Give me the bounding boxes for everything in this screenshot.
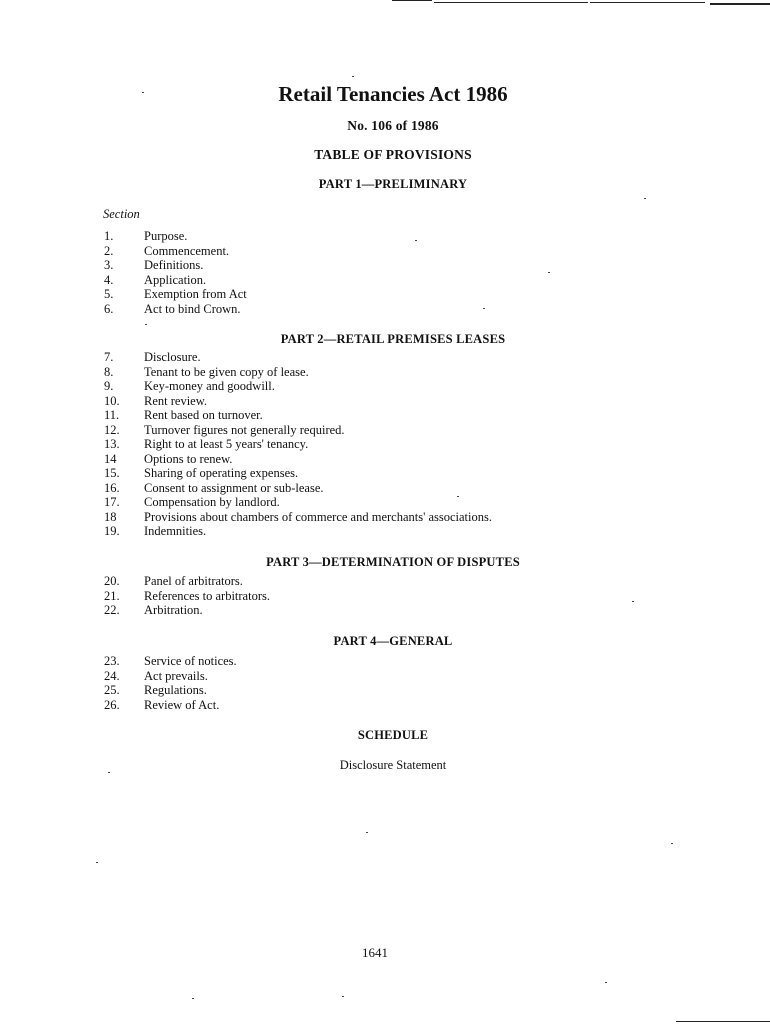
- part-1-list: [104, 229, 247, 316]
- list-item: 10. Rent review.: [104, 393, 208, 408]
- scan-speck: [96, 862, 98, 863]
- scan-speck: [548, 272, 550, 273]
- top-rule-left: [392, 0, 432, 1]
- scan-speck: [142, 92, 144, 93]
- part-4-heading: PART 4—GENERAL: [333, 634, 453, 648]
- list-item: 7. Disclosure.: [104, 350, 201, 364]
- scan-speck: [342, 996, 344, 997]
- schedule-item: Disclosure Statement: [339, 758, 447, 772]
- top-rule-middle: [434, 2, 588, 3]
- table-of-provisions-heading: TABLE OF PROVISIONS: [314, 147, 472, 162]
- list-item: 19. Indemnities.: [104, 524, 207, 538]
- list-item: 11. Rent based on turnover.: [104, 408, 263, 422]
- part-3-heading: PART 3—DETERMINATION OF DISPUTES: [266, 555, 520, 569]
- scan-speck: [192, 998, 194, 999]
- act-title: Retail Tenancies Act 1986: [278, 82, 508, 106]
- list-item: 2. Commencement.: [104, 243, 230, 258]
- scan-speck: [671, 843, 673, 844]
- list-item: 16. Consent to assignment or sub-lease.: [104, 480, 324, 495]
- top-rule-right: [590, 2, 705, 3]
- list-item: 12. Turnover figures not generally required.: [104, 422, 345, 437]
- scan-speck: [483, 308, 485, 309]
- part-2-heading: PART 2—RETAIL PREMISES LEASES: [280, 332, 506, 346]
- page-number: 1641: [362, 945, 388, 960]
- list-item: 20. Panel of arbitrators.: [104, 574, 243, 588]
- section-label: Section: [103, 207, 140, 221]
- part-3-list: [104, 574, 270, 618]
- scan-speck: [457, 496, 459, 497]
- scan-speck: [366, 832, 368, 833]
- part-1-heading: PART 1—PRELIMINARY: [318, 177, 468, 191]
- list-item: 14 Options to renew.: [104, 451, 233, 466]
- list-item: 8. Tenant to be given copy of lease.: [104, 364, 309, 379]
- list-item: 5. Exemption from Act: [104, 287, 247, 301]
- part-4-list: [104, 654, 237, 712]
- scan-speck: [352, 76, 354, 77]
- list-item: 4. Application.: [104, 272, 207, 287]
- list-item: 18 Provisions about chambers of commerce and merchants' associations.: [104, 509, 492, 524]
- act-number: No. 106 of 1986: [347, 118, 439, 133]
- list-item: 26. Review of Act.: [104, 697, 220, 712]
- list-item: 23. Service of notices.: [104, 654, 237, 668]
- list-item: 13. Right to at least 5 years' tenancy.: [104, 437, 309, 451]
- bottom-rule: [676, 1021, 770, 1022]
- list-item: 22. Arbitration.: [104, 603, 203, 617]
- top-rule-edge: [710, 3, 770, 5]
- scan-speck: [644, 198, 646, 199]
- list-item: 9. Key-money and goodwill.: [104, 379, 275, 393]
- list-item: 17. Compensation by landlord.: [104, 495, 280, 509]
- list-item: 3. Definitions.: [104, 258, 204, 272]
- scan-speck: [605, 982, 607, 983]
- scan-speck: [632, 601, 634, 602]
- list-item: 6. Act to bind Crown.: [104, 301, 241, 316]
- scan-speck: [415, 240, 417, 241]
- list-item: 1. Purpose.: [104, 229, 188, 243]
- list-item: 21. References to arbitrators.: [104, 588, 270, 603]
- part-2-list: [104, 350, 492, 539]
- list-item: 15. Sharing of operating expenses.: [104, 466, 299, 480]
- scan-speck: [108, 772, 110, 773]
- list-item: 24. Act prevails.: [104, 668, 208, 683]
- schedule-heading: SCHEDULE: [357, 728, 429, 742]
- scan-speck: [145, 324, 147, 325]
- list-item: 25. Regulations.: [104, 683, 207, 697]
